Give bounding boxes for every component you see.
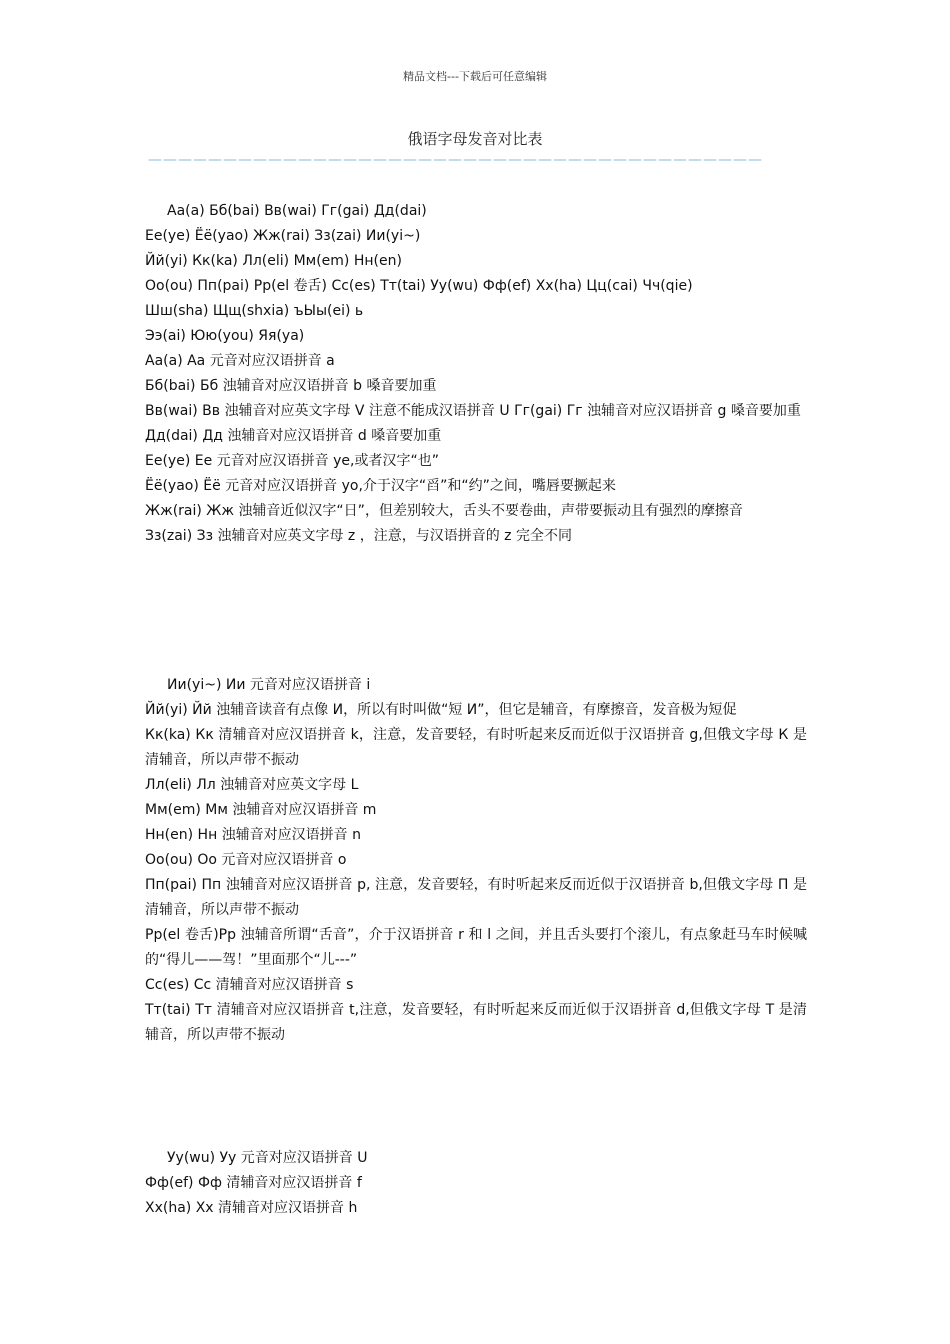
text-line: Фф(ef) Фф 清辅音对应汉语拼音 f — [145, 1175, 362, 1191]
text-line: Мм(em) Мм 浊辅音对应汉语拼音 m — [145, 802, 377, 818]
text-line: Ее(ye) Ее 元音对应汉语拼音 ye,或者汉字“也” — [145, 453, 439, 469]
text-line: Кк(ka) Кк 清辅音对应汉语拼音 k，注意，发音要轻，有时听起来反而近似于汉语拼音 g,但俄文字母 К 是清辅音，所以声带不振动 — [145, 727, 807, 768]
text-line: Аа(a) Аа 元音对应汉语拼音 a — [145, 353, 335, 369]
text-line: Зз(zai) Зз 浊辅音对应英文字母 z ，注意，与汉语拼音的 z 完全不同 — [145, 528, 572, 544]
section-2 — [145, 673, 807, 1048]
text-line: Ёё(yao) Ёё 元音对应汉语拼音 yo,介于汉字“舀”和“约”之间，嘴唇要撅起来 — [145, 478, 616, 494]
page-header: 精品文档---下载后可任意编辑 — [403, 70, 547, 83]
title-divider: ————————————————————————————————————————— — [148, 152, 763, 168]
text-line: Тт(tai) Тт 清辅音对应汉语拼音 t,注意，发音要轻，有时听起来反而近似于汉语拼音 d,但俄文字母 T 是清辅音，所以声带不振动 — [145, 1002, 807, 1043]
section-3 — [145, 1146, 807, 1221]
text-line: Хх(ha) Хх 清辅音对应汉语拼音 h — [145, 1200, 358, 1216]
text-line: Пп(pai) Пп 浊辅音对应汉语拼音 p, 注意，发音要轻，有时听起来反而近似于汉语拼音 b,但俄文字母 П 是清辅音，所以声带不振动 — [145, 877, 807, 918]
text-line: Нн(en) Нн 浊辅音对应汉语拼音 n — [145, 827, 361, 843]
text-line: Ее(ye) Ёё(yao) Жж(rai) Зз(zai) Ии(yi~) — [145, 228, 421, 244]
text-line: Сс(es) Сс 清辅音对应汉语拼音 s — [145, 977, 354, 993]
text-line: Жж(rai) Жж 浊辅音近似汉字“日”，但差别较大，舌头不要卷曲，声带要振动且有强烈的摩擦音 — [145, 503, 743, 519]
section-1 — [145, 199, 807, 549]
text-line: Аа(a) Бб(bai) Вв(wai) Гг(gai) Дд(dai) — [167, 203, 427, 219]
text-line: Вв(wai) Вв 浊辅音对应英文字母 V 注意不能成汉语拼音 U Гг(gai) Гг 浊辅音对应汉语拼音 g 嗓音要加重 — [145, 403, 801, 419]
text-line: Бб(bai) Бб 浊辅音对应汉语拼音 b 嗓音要加重 — [145, 378, 437, 394]
text-line: Оо(ou) Оо 元音对应汉语拼音 o — [145, 852, 347, 868]
document-title: 俄语字母发音对比表 — [407, 130, 543, 148]
text-line: Уу(wu) Уу 元音对应汉语拼音 U — [167, 1150, 368, 1166]
text-line: Йй(yi) Йй 浊辅音读音有点像 И，所以有时叫做“短 И”，但它是辅音，有摩擦音，发音极为短促 — [145, 702, 737, 718]
text-line: Дд(dai) Дд 浊辅音对应汉语拼音 d 嗓音要加重 — [145, 428, 442, 444]
text-line: Ии(yi~) Ии 元音对应汉语拼音 i — [167, 677, 371, 693]
text-line: Оо(ou) Пп(pai) Рр(el 卷舌) Сс(es) Тт(tai) Уу(wu) Фф(ef) Хх(ha) Цц(cai) Чч(qie) — [145, 278, 693, 294]
text-line: Рр(el 卷舌)Рр 浊辅音所谓“舌音”，介于汉语拼音 r 和 l 之间，并且舌头要打个滚儿，有点象赶马车时候喊的“得儿——驾！”里面那个“儿---” — [145, 927, 807, 968]
text-line: Лл(eli) Лл 浊辅音对应英文字母 L — [145, 777, 359, 793]
text-line: Ээ(ai) Юю(you) Яя(ya) — [145, 328, 305, 344]
text-line: Шш(sha) Щщ(shxia) ъЫы(ei) ь — [145, 303, 364, 319]
text-line: Йй(yi) Кк(ka) Лл(eli) Мм(em) Нн(en) — [145, 253, 402, 269]
